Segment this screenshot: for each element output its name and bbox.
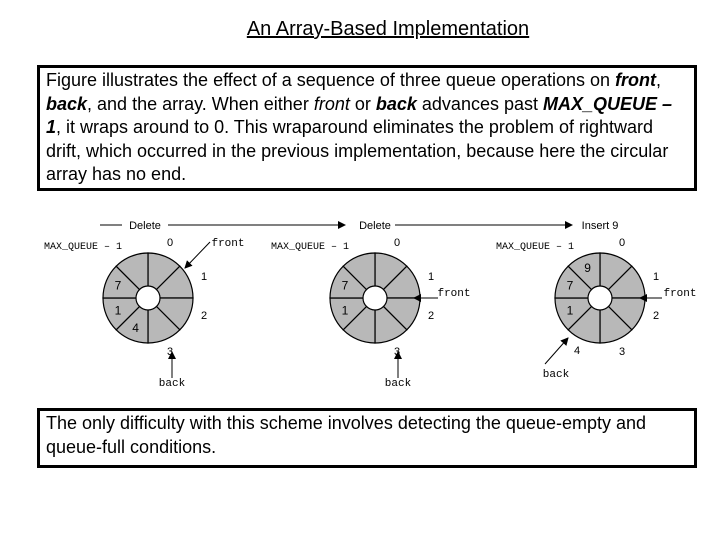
back-label-2: back [384,378,412,390]
desc-text-3: advances past [416,93,538,114]
cell-value: 1 [341,303,349,318]
cell-value: 1 [566,303,574,318]
operation-label-1: Delete [129,220,161,232]
back-arrow-3 [545,338,568,364]
desc-max-queue: MAX_QUEUE – 1 [46,93,673,137]
cell-value: 7 [114,278,122,293]
index-label-1: 1 [427,271,435,283]
desc-text-2: , and the array. When either [87,93,314,114]
operation-label-3: Insert 9 [581,220,619,232]
description-box [37,65,697,191]
index-label-2: 2 [427,310,435,322]
desc-text-1: Figure illustrates the effect of a sequence of three queue operations on [46,70,611,90]
front-label-1: front [211,238,245,250]
max-queue-label: MAX_QUEUE – 1 [270,242,350,253]
cell-value: 1 [114,303,122,318]
front-arrow-1 [185,242,210,268]
index-label-4: 4 [573,345,581,357]
index-label-0: 0 [166,237,174,249]
desc-or: or [349,93,376,114]
max-queue-label: MAX_QUEUE – 1 [43,242,123,253]
back-label-1: back [158,378,186,390]
max-queue-label: MAX_QUEUE – 1 [495,242,575,253]
note-box [37,408,697,468]
desc-front-term: front [615,70,657,90]
index-label-0: 0 [393,237,401,249]
cell-value: 4 [132,321,139,336]
desc-back-term-2: back [375,93,417,114]
index-label-0: 0 [618,237,626,249]
front-label-3: front [663,288,697,300]
index-label-1: 1 [652,271,660,283]
note-text: The only difficulty with this scheme involves detecting the queue-empty and queue-full conditions. [46,413,646,457]
wheel-hub [363,286,387,310]
cell-value: 9 [584,260,591,275]
front-label-2: front [437,288,471,300]
desc-text-4: , it wraps around to 0. This wraparound eliminates the problem of rightward drift, which occurred in the previous implementation, because here the circular array has no end. [46,117,669,184]
wheel-hub [588,286,612,310]
page-title: An Array-Based Implementation [246,18,530,40]
back-label-3: back [542,369,570,381]
desc-comma: , [656,70,662,90]
operation-label-2: Delete [359,220,391,232]
index-label-2: 2 [200,310,208,322]
index-label-3: 3 [618,346,626,358]
desc-front-term-2: front [313,93,350,114]
wheel-hub [136,286,160,310]
index-label-1: 1 [200,271,208,283]
desc-back-term: back [46,93,88,114]
cell-value: 7 [566,278,574,293]
cell-value: 7 [341,278,349,293]
index-label-3: 3 [166,346,174,358]
index-label-3: 3 [393,346,401,358]
circular-queue-diagram [0,205,720,395]
index-label-2: 2 [652,310,660,322]
